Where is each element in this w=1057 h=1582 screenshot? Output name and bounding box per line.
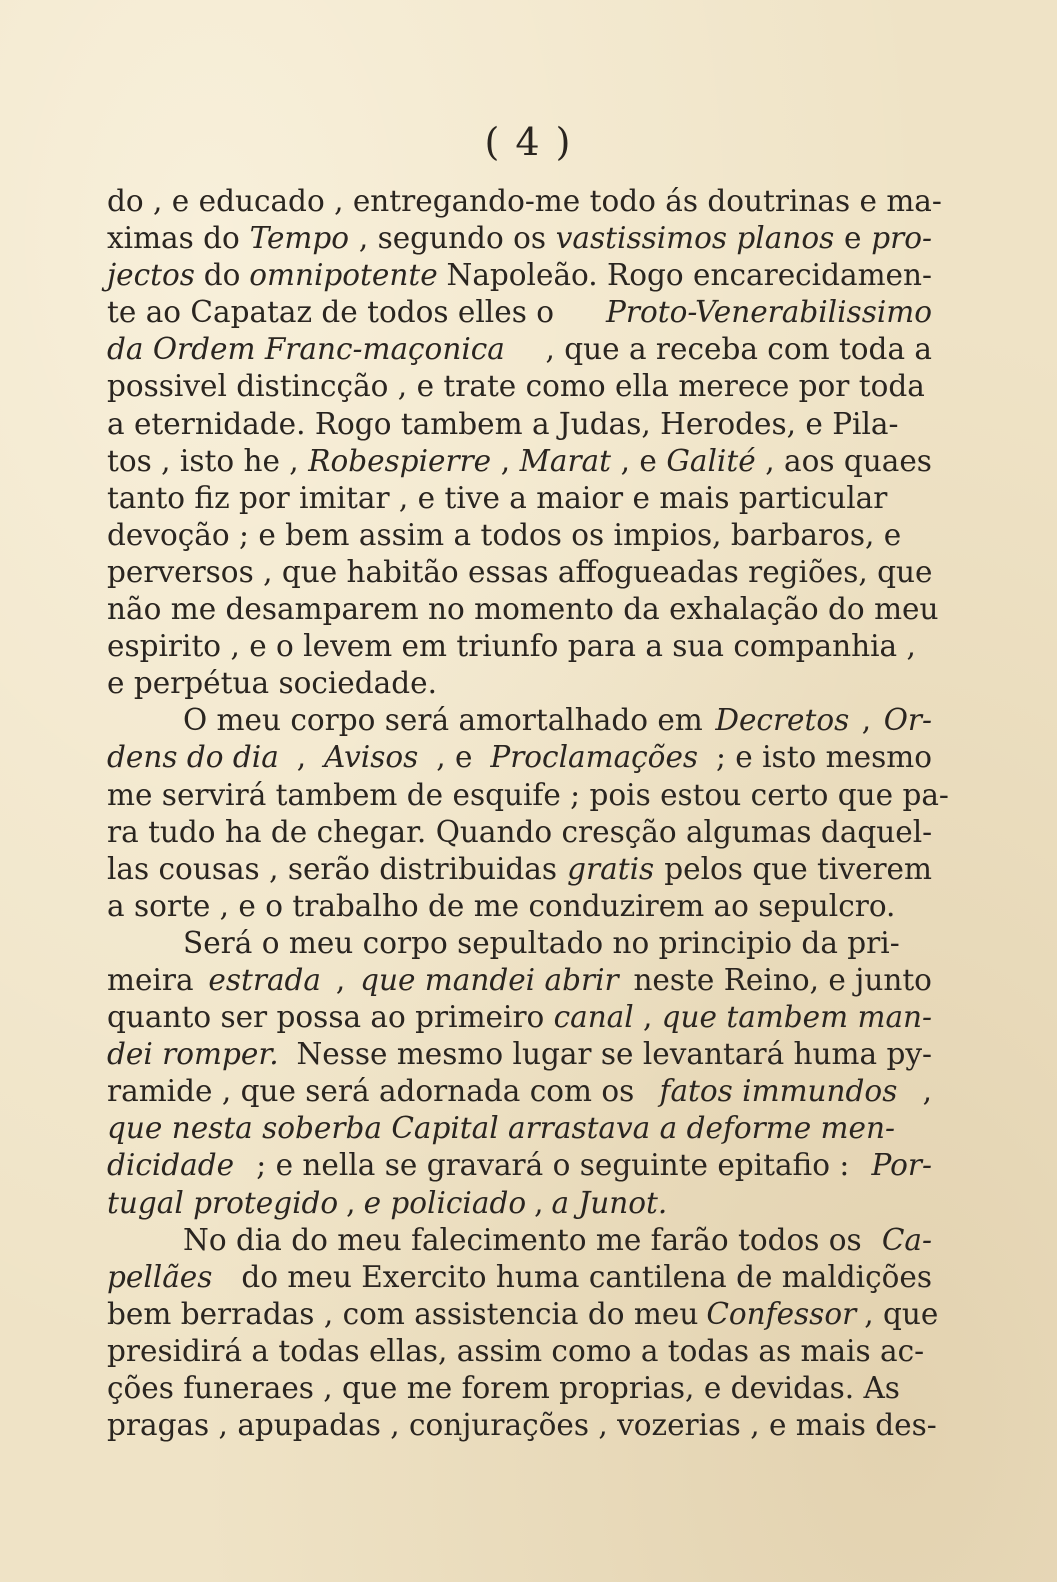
italic-text-run: Galité: [666, 443, 756, 478]
text-run: Será o meu corpo sepultado no principio da pri-: [183, 925, 900, 960]
italic-text-run: que nesta soberba Capital arrastava a deforme men-: [107, 1111, 895, 1146]
text-run: a eternidade. Rogo tambem a Judas, Herodes, e Pila-: [107, 406, 899, 441]
text-run: a sorte , e o trabalho de me conduzirem ao sepulcro.: [107, 888, 896, 923]
text-line: [107, 368, 932, 405]
italic-text-run: estrada: [208, 962, 322, 997]
text-run: ções funeraes , que me forem proprias, e devidas. As: [107, 1371, 900, 1405]
text-run: , que a receba com toda a: [545, 332, 932, 367]
italic-text-run: Proclamações: [490, 740, 699, 775]
text-run: possivel distincção , e trate como ella merece por toda: [107, 369, 925, 404]
text-run: O meu corpo será amortalhado em: [183, 703, 703, 738]
italic-text-run: pro-: [871, 221, 932, 256]
body-text: [107, 183, 949, 1444]
text-run: pelos que tiverem: [664, 851, 932, 886]
text-line: [107, 1259, 932, 1296]
text-run: do: [203, 258, 241, 293]
text-run: , que: [864, 1296, 939, 1331]
text-line: [107, 1222, 932, 1259]
text-run: ,: [335, 962, 346, 997]
text-run: e: [844, 221, 862, 256]
text-run: Nesse mesmo lugar se levantará huma py-: [296, 1037, 932, 1072]
text-run: , segundo os: [358, 221, 546, 256]
italic-text-run: pellães: [107, 1259, 213, 1294]
text-line: [107, 183, 942, 220]
text-line: [107, 257, 932, 294]
text-run: , aos quaes: [765, 443, 932, 478]
text-run: pragas , apupadas , conjurações , vozerias , e mais des-: [107, 1408, 937, 1443]
text-run: tos , isto he ,: [107, 443, 299, 478]
text-run: do , e educado , entregando-me todo ás doutrinas e ma-: [107, 184, 942, 218]
text-line: [107, 1370, 932, 1407]
text-run: ,: [296, 740, 307, 775]
text-line: [107, 1110, 932, 1147]
text-line: [107, 1185, 932, 1222]
text-run: Napoleão. Rogo encarecidamen-: [446, 258, 932, 293]
text-line: [107, 1036, 932, 1073]
italic-text-run: da Ordem Franc-maçonica: [107, 332, 505, 367]
text-run: , e: [620, 443, 657, 478]
text-line: [107, 628, 932, 665]
text-run: devoção ; e bem assim a todos os impios, barbaros, e: [107, 517, 902, 552]
text-run: te ao Capataz de todos elles o: [107, 295, 554, 330]
text-run: ,: [534, 1185, 544, 1220]
italic-text-run: vastissimos planos: [555, 221, 835, 256]
text-line: [107, 443, 932, 480]
italic-text-run: Or-: [883, 703, 932, 738]
italic-text-run: que tambem man-: [661, 1000, 932, 1035]
text-line: [107, 702, 932, 739]
italic-text-run: e policiado: [363, 1185, 527, 1220]
text-line: [107, 739, 932, 776]
italic-text-run: Marat: [519, 443, 611, 478]
text-line: [107, 1296, 939, 1333]
text-run: meira: [107, 962, 194, 997]
italic-text-run: jectos: [107, 258, 195, 293]
italic-text-run: Confessor: [706, 1296, 857, 1331]
italic-text-run: Robespierre: [308, 443, 492, 478]
text-run: presidirá a todas ellas, assim como a todas as mais ac-: [107, 1333, 925, 1368]
text-line: [107, 554, 932, 591]
text-run: las cousas , serão distribuidas: [107, 851, 558, 886]
text-line: [107, 331, 932, 368]
italic-text-run: fatos immundos: [659, 1074, 898, 1109]
text-run: ; e isto mesmo: [715, 740, 932, 775]
text-line: [107, 777, 949, 814]
text-run: neste Reino, e junto: [633, 962, 932, 997]
text-run: ; e nella se gravará o seguinte epitafio :: [256, 1148, 850, 1183]
text-run: ra tudo ha de chegar. Quando cresção algumas daquel-: [107, 814, 933, 849]
text-line: [107, 517, 932, 554]
text-line: [107, 814, 932, 851]
text-line: [107, 480, 932, 517]
text-run: , e: [436, 740, 473, 775]
italic-text-run: dens do dia: [107, 740, 279, 775]
italic-text-run: omnipotente: [249, 258, 438, 293]
italic-text-run: a Junot.: [551, 1185, 668, 1220]
italic-text-run: Decretos: [715, 703, 850, 738]
text-line: [107, 1407, 937, 1444]
text-line: [107, 406, 932, 443]
italic-text-run: canal: [553, 1000, 634, 1035]
italic-text-run: dicidade: [107, 1148, 235, 1183]
text-line: [107, 1333, 932, 1370]
text-run: ,: [642, 1000, 653, 1035]
text-line: [107, 665, 932, 702]
italic-text-run: Avisos: [324, 740, 419, 775]
text-run: No dia do meu falecimento me farão todos os: [183, 1222, 862, 1257]
text-line: [107, 888, 932, 925]
text-run: ,: [922, 1074, 932, 1109]
text-run: ramide , que será adornada com os: [107, 1074, 635, 1109]
text-run: não me desamparem no momento da exhalação do meu: [107, 592, 939, 627]
text-line: [107, 999, 932, 1036]
italic-text-run: que mandei abrir: [360, 962, 619, 997]
text-run: espirito , e o levem em triunfo para a sua companhia ,: [107, 629, 916, 664]
text-run: perversos , que habitão essas affogueadas regiões, que: [107, 554, 933, 589]
text-run: e perpétua sociedade.: [107, 666, 437, 701]
text-run: me servirá tambem de esquife ; pois estou certo que pa-: [107, 777, 949, 812]
text-run: ,: [346, 1185, 356, 1220]
italic-text-run: Tempo: [249, 221, 350, 256]
italic-text-run: Proto-Venerabilissimo: [606, 295, 932, 330]
text-line: [107, 220, 932, 257]
text-line: [107, 1073, 932, 1110]
text-run: tanto fiz por imitar , e tive a maior e mais particular: [107, 480, 888, 515]
text-line: [107, 1147, 932, 1184]
text-line: [107, 962, 932, 999]
text-line: [107, 925, 932, 962]
text-line: [107, 294, 932, 331]
italic-text-run: Ca-: [881, 1222, 932, 1257]
italic-text-run: dei romper.: [107, 1037, 279, 1072]
italic-text-run: Por-: [871, 1148, 932, 1183]
italic-text-run: tugal protegido: [107, 1185, 339, 1220]
text-run: quanto ser possa ao primeiro: [107, 1000, 545, 1035]
text-run: ,: [861, 703, 872, 738]
text-run: do meu Exercito huma cantilena de maldições: [241, 1259, 932, 1294]
text-line: [107, 591, 939, 628]
page-number: ( 4 ): [484, 120, 573, 164]
text-run: ,: [500, 443, 511, 478]
italic-text-run: gratis: [567, 851, 655, 886]
text-run: bem berradas , com assistencia do meu: [107, 1296, 699, 1331]
text-line: [107, 851, 932, 888]
text-run: ximas do: [107, 221, 240, 256]
